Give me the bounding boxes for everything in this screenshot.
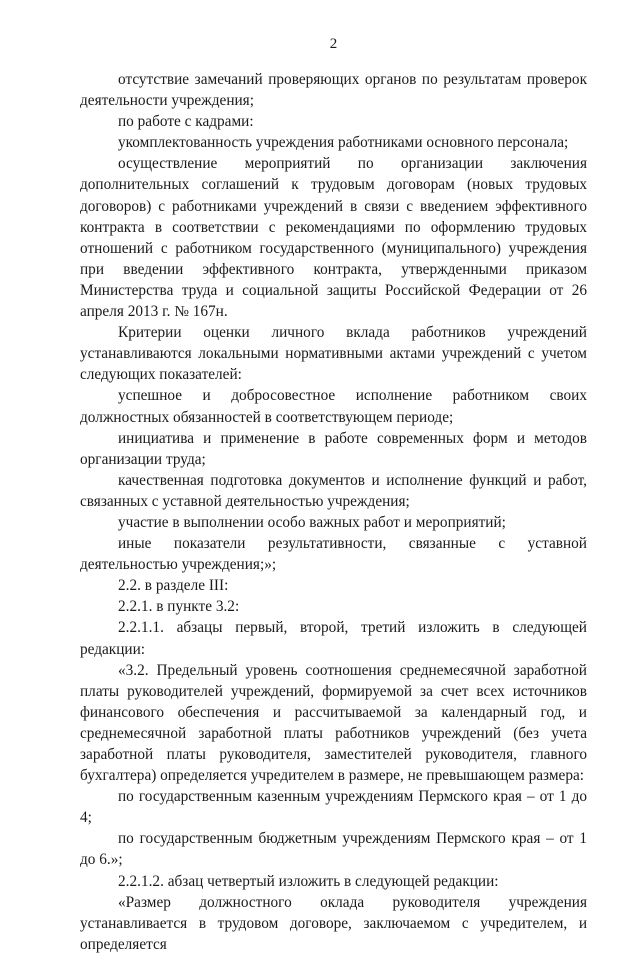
paragraph-13: 2.2.1.1. абзацы первый, второй, третий изложить в следующей редакции: (80, 619, 587, 658)
paragraph-16: по государственным бюджетным учреждениям Пермского края – от 1 до 6.»; (80, 830, 587, 869)
paragraph-4: осуществление мероприятий по организации заключения дополнительных соглашений к трудовым договорам (новых трудовых договоров) с работниками учреждений в связи с введением эффективного контракта в соответствии с рекомендациями по оформлению трудовых отношений с работником государственного (муниципального) учреждения при введении эффективного контракта, утвержденными приказом Министерства труда и социальной защиты Российской Федерации от 26 апреля 2013 г. № 167н. (80, 155, 587, 321)
paragraph-15: по государственным казенным учреждениям Пермского края – от 1 до 4; (80, 788, 587, 827)
paragraph-1: отсутствие замечаний проверяющих органов по результатам проверок деятельности учреждения; (80, 71, 587, 110)
paragraph-2: по работе с кадрами: (118, 113, 254, 131)
paragraph-5: Критерии оценки личного вклада работников учреждений устанавливаются локальными нормативными актами учреждений с учетом следующих показателей: (80, 324, 587, 384)
paragraph-3: укомплектованность учреждения работниками основного персонала; (118, 134, 569, 152)
paragraph-14: «3.2. Предельный уровень соотношения среднемесячной заработной платы руководителей учреждений, формируемой за счет всех источников финансового обеспечения и рассчитываемой за календарный год, и среднемесячной заработной платы работников учреждений (без учета заработной платы руководителя, заместителей руководителя, главного бухгалтера) определяется учредителем в размере, не превышающем размера: (80, 661, 587, 785)
page-number: 2 (329, 36, 338, 52)
paragraph-12: 2.2.1. в пункте 3.2: (118, 598, 240, 616)
paragraph-17: 2.2.1.2. абзац четвертый изложить в следующей редакции: (118, 872, 499, 890)
paragraph-6: успешное и добросовестное исполнение работником своих должностных обязанностей в соответствующем периоде; (80, 387, 587, 426)
paragraph-9: участие в выполнении особо важных работ и мероприятий; (118, 513, 506, 531)
paragraph-7: инициатива и применение в работе современных форм и методов организации труда; (80, 429, 587, 468)
document-body (80, 69, 587, 955)
paragraph-8: качественная подготовка документов и исполнение функций и работ, связанных с уставной деятельностью учреждения; (80, 471, 587, 510)
paragraph-11: 2.2. в разделе III: (118, 577, 229, 595)
paragraph-18: «Размер должностного оклада руководителя учреждения устанавливается в трудовом договоре, заключаемом с учредителем, и определяется (80, 893, 587, 953)
paragraph-10: иные показатели результативности, связанные с уставной деятельностью учреждения;»; (80, 535, 587, 574)
